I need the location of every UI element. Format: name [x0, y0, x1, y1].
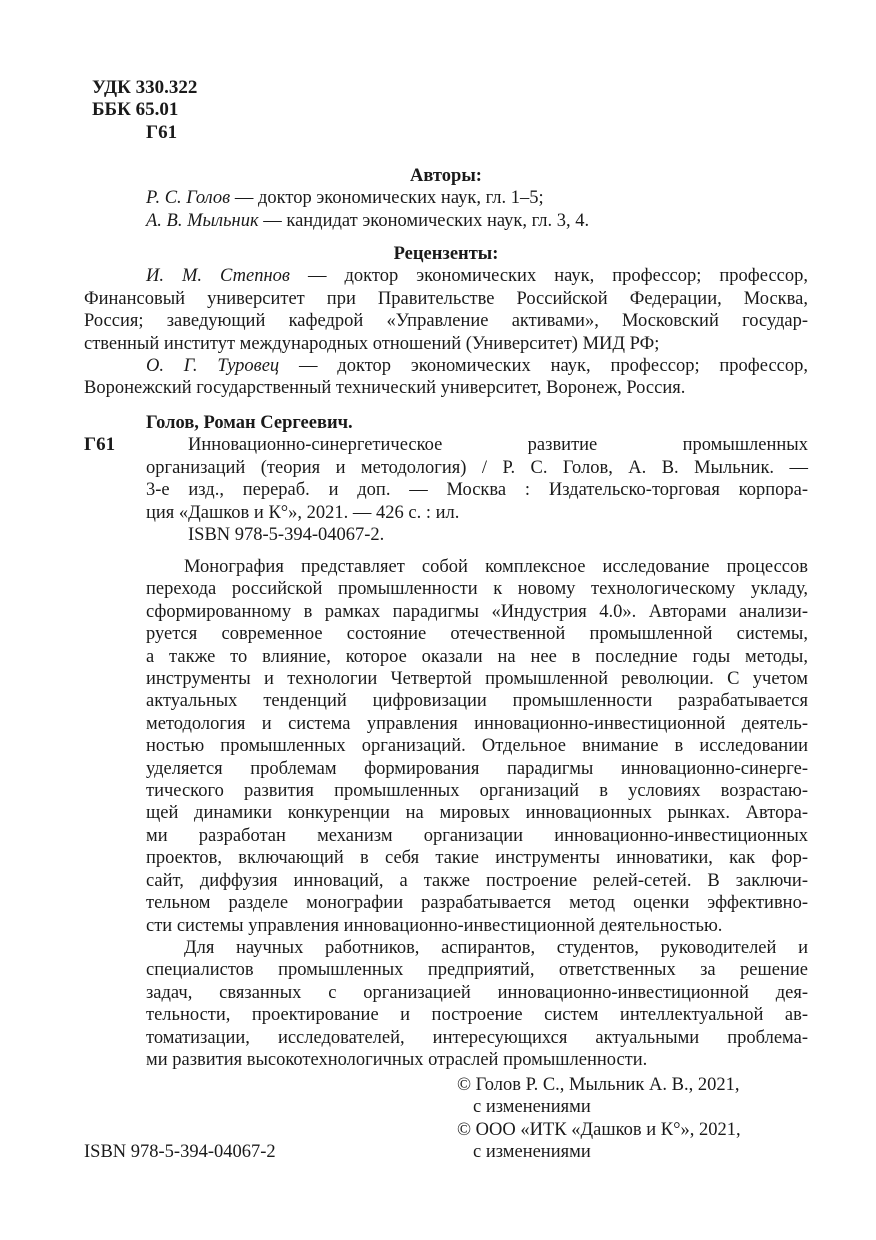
bib-line: организаций (теория и методология) / Р. С. Голов, А. В. Мыльник. —	[146, 457, 808, 478]
annotation-line: сформированному в рамках парадигмы «Индустрия 4.0». Авторами анализи-	[146, 601, 808, 622]
annotation-line: методология и система управления инновационно-инвестиционной деятель-	[146, 713, 808, 734]
authors-section	[84, 165, 808, 232]
annotation-line: тельном разделе монографии разрабатывается метод оценки эффективно-	[146, 893, 808, 914]
annotation-line: томатизации, исследователей, интересующихся актуальными проблема-	[146, 1027, 808, 1048]
udk-code: УДК 330.322	[92, 77, 198, 98]
classification-codes	[92, 77, 197, 144]
annotation-line: а также то влияние, которое оказали на нее в последние годы методы,	[146, 646, 808, 667]
reviewer-line: Финансовый университет при Правительстве Российской Федерации, Москва,	[84, 288, 808, 309]
bib-line: 3-е изд., перераб. и доп. — Москва : Издательско-торговая корпора-	[146, 480, 808, 501]
annotation-line: проектов, включающий в себя такие инструменты инноватики, как фор-	[146, 848, 808, 869]
author-line	[84, 210, 808, 232]
copyright-line: с изменениями	[473, 1097, 591, 1118]
reviewer-name: И. М. Степнов	[146, 266, 290, 287]
reviewer-line: ственный институт международных отношений (Университет) МИД РФ;	[84, 333, 660, 354]
annotation-line: тельности, проектирование и построение систем интеллектуальной ав-	[146, 1005, 808, 1026]
bib-mark: Г61	[84, 434, 116, 455]
authors-heading: Авторы:	[410, 166, 482, 186]
annotation-line: специалистов промышленных предприятий, ответственных за решение	[146, 960, 808, 981]
bbk-code: ББК 65.01	[92, 99, 179, 121]
bib-line: ция «Дашков и К°», 2021. — 426 с. : ил.	[146, 502, 460, 523]
annotation-line: перехода российской промышленности к новому технологическому укладу,	[146, 579, 808, 600]
annotation-line: ми развития высокотехнологичных отраслей промышленности.	[146, 1049, 648, 1070]
annotation-line: ностью промышленных организаций. Отдельное внимание в исследовании	[146, 736, 808, 757]
annotation-line: актуальных тенденций цифровизации промышленности разрабатывается	[146, 691, 808, 712]
isbn-footer: ISBN 978-5-394-04067-2	[84, 1142, 276, 1162]
author-info: — кандидат экономических наук, гл. 3, 4.	[258, 210, 590, 231]
annotation-line: задач, связанных с организацией инновационно-инвестиционной дея-	[146, 982, 808, 1003]
author-name: А. В. Мыльник	[146, 210, 259, 231]
reviewer-line	[84, 355, 808, 377]
author-info: — доктор экономических наук, гл. 1–5;	[230, 188, 544, 209]
author-line	[84, 187, 808, 209]
reviewer-line	[84, 265, 808, 287]
author-mark: Г61	[146, 121, 178, 143]
bibliographic-entry	[146, 412, 808, 546]
reviewers-heading: Рецензенты:	[393, 244, 499, 264]
bib-line: Инновационно-синергетическое развитие промышленных	[188, 435, 808, 456]
copyright-line: с изменениями	[473, 1142, 591, 1163]
reviewer-info: — доктор экономических наук, профессор; профессор,	[279, 356, 808, 377]
reviewer-line: Россия; заведующий кафедрой «Управление активами», Московский государ-	[84, 311, 808, 332]
annotation-line: ми разработан механизм организации инновационно-инвестиционных	[146, 825, 808, 846]
annotation-line: Монография представляет собой комплексное исследование процессов	[184, 557, 808, 577]
reviewers-section	[84, 243, 808, 400]
reviewer-info: — доктор экономических наук, профессор; профессор,	[289, 266, 809, 287]
annotation-line: сти системы управления инновационно-инвестиционной деятельностью.	[146, 915, 723, 936]
annotation-line: инструменты и технологии Четвертой промышленной революции. С учетом	[146, 669, 808, 690]
copyright-line: © ООО «ИТК «Дашков и К°», 2021,	[457, 1119, 741, 1140]
annotation	[146, 556, 808, 1071]
annotation-line: сайт, диффузия инноваций, а также построение релей-сетей. В заключи-	[146, 870, 808, 891]
author-name: Р. С. Голов	[146, 188, 231, 209]
bib-isbn: ISBN 978-5-394-04067-2.	[188, 525, 385, 546]
copyright-block	[457, 1074, 741, 1164]
annotation-line: тического развития промышленных организаций в условиях возрастаю-	[146, 781, 808, 802]
annotation-line: уделяется проблемам формирования парадигмы инновационно-синерге-	[146, 758, 808, 779]
annotation-line: щей динамики конкуренции на мировых инновационных рынках. Автора-	[146, 803, 808, 824]
bib-author: Голов, Роман Сергеевич.	[146, 413, 353, 433]
annotation-line: руется современное состояние отечественной промышленной системы,	[146, 624, 808, 645]
copyright-line: © Голов Р. С., Мыльник А. В., 2021,	[457, 1075, 740, 1095]
reviewer-name: О. Г. Туровец	[146, 356, 280, 377]
reviewer-line: Воронежский государственный технический университет, Воронеж, Россия.	[84, 378, 686, 399]
annotation-line: Для научных работников, аспирантов, студентов, руководителей и	[184, 937, 808, 958]
